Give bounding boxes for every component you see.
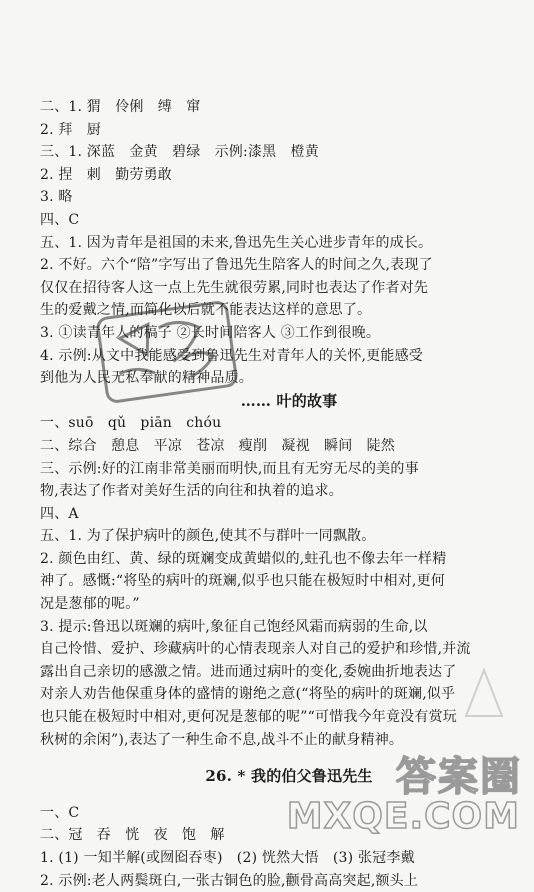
answer-line: 四、C — [40, 211, 80, 228]
answer-line: 三、1. 深蓝 金黄 碧绿 示例:漆黑 橙黄 — [40, 144, 319, 161]
answer-line — [40, 751, 510, 765]
answer-line: 一、C — [40, 804, 80, 821]
answer-line: 2. 不好。六个“陪”字写出了鲁迅先生陪客人的时间之久,表现了 — [40, 257, 433, 274]
answer-line: 二、1. 猬 伶俐 缚 窜 — [40, 99, 201, 115]
answer-line: 一、suō qǔ piān chóu — [40, 415, 222, 432]
answer-line: 四、A — [40, 505, 79, 522]
answer-line: 二、综合 憩息 平凉 苍凉 瘦削 凝视 瞬间 陡然 — [40, 437, 395, 454]
site-watermark-logo: 答案圈 — [396, 754, 522, 800]
answer-line: 三、示例:好的江南非常美丽而明快,而且有无穷无尽的美的事 — [40, 460, 419, 477]
answer-line: 秋树的余闲”),表达了一种生命不息,战斗不止的献身精神。 — [40, 731, 404, 748]
answer-line: 露出自己亲切的感激之情。进而通过病叶的变化,委婉曲折地表达了 — [40, 663, 457, 680]
answer-line: 对亲人劝告他保重身体的盛情的谢绝之意(“将坠的病叶的斑斓,似乎 — [40, 686, 456, 703]
answer-line: 物,表达了作者对美好生活的向往和执着的追求。 — [40, 483, 343, 500]
answer-line: 神了。感慨:“将坠的病叶的斑斓,似乎也只能在极短时中相对,更何 — [40, 573, 445, 590]
answer-line: 2. 捏 刺 勤劳勇敢 — [40, 166, 173, 183]
answer-line: 3. 提示:鲁迅以斑斓的病叶,象征自己饱经风霜而病弱的生命,以 — [40, 618, 428, 635]
answer-line: 自己怜惜、爱护、珍藏病叶的心情表现亲人对自己的爱护和珍惜,并流 — [40, 641, 471, 658]
answer-text-block — [40, 96, 510, 892]
corner-triangle-mark — [464, 668, 504, 718]
answer-line: 生的爱戴之情,而简化以后就不能表达这样的意思了。 — [40, 302, 372, 319]
answer-line — [40, 788, 510, 802]
answer-line: 1. (1) 一知半解(或囫囵吞枣) (2) 恍然大悟 (3) 张冠李戴 — [40, 850, 415, 866]
site-watermark-domain: MXQE.COM — [286, 796, 520, 837]
answer-line: 3. ①读青年人的稿子 ②长时间陪客人 ③工作到很晚。 — [40, 324, 381, 341]
answer-line: 2. 示例:老人两鬓斑白,一张古铜色的脸,颧骨高高突起,额头上 — [40, 872, 419, 889]
answer-line: 3. 略 — [40, 189, 73, 206]
answer-line: 到他为人民无私奉献的精神品质。 — [40, 370, 253, 387]
answer-line: 二、冠 吞 恍 夜 饱 解 — [40, 827, 225, 844]
answer-line: 4. 示例:从文中我能感受到鲁迅先生对青年人的关怀,更能感受 — [40, 347, 423, 364]
answer-line: 仅仅在招待客人这一点上先生就很劳累,同时也表达了作者对先 — [40, 279, 429, 296]
answer-line: 五、1. 因为青年是祖国的未来,鲁迅先生关心进步青年的成长。 — [40, 234, 433, 251]
section-heading: …… 叶的故事 — [240, 391, 338, 410]
answer-line: 五、1. 为了保护病叶的颜色,使其不与群叶一同飘散。 — [40, 528, 376, 545]
section-heading: 26. * 我的伯父鲁迅先生 — [205, 767, 373, 786]
answer-line: 2. 颜色由红、黄、绿的斑斓变成黄蜡似的,蛀孔也不像去年一样精 — [40, 550, 447, 567]
answer-line: 也只能在极短时中相对,更何况是葱郁的呢”“可惜我今年竟没有赏玩 — [40, 709, 457, 726]
answer-line: 2. 拜 厨 — [40, 121, 102, 138]
answer-line: 况是葱郁的呢。” — [40, 596, 140, 613]
